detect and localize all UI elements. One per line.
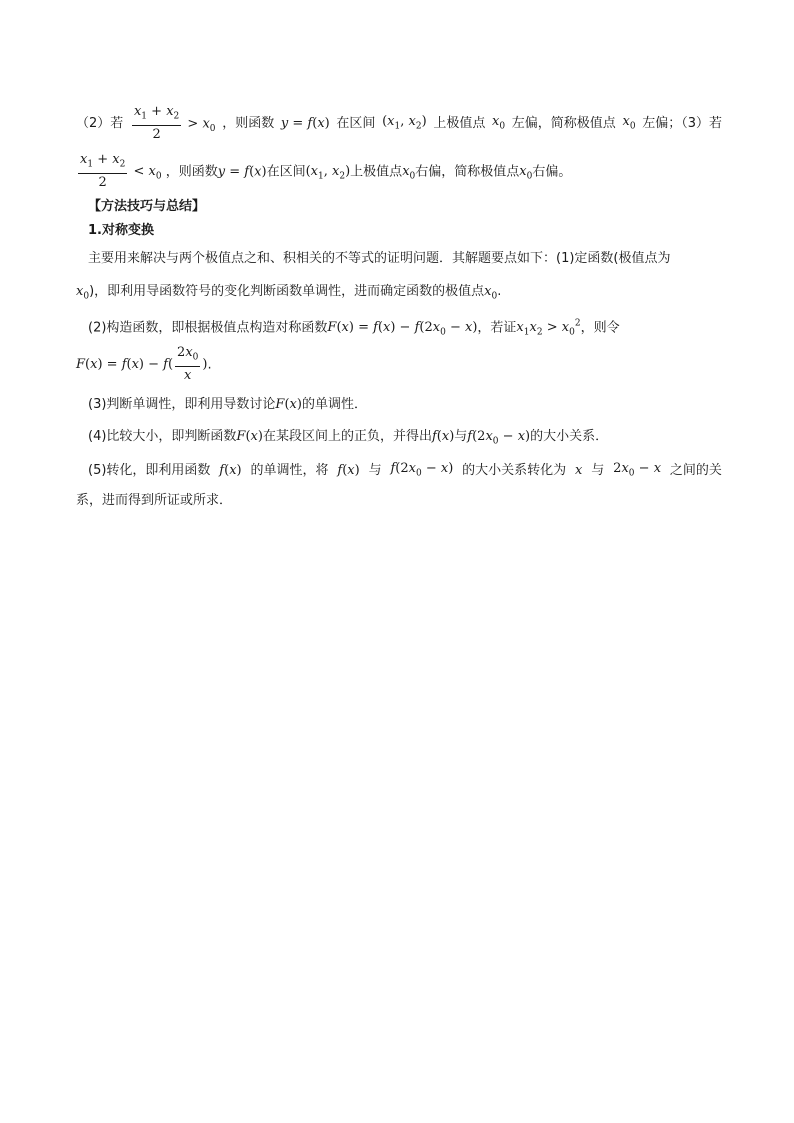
math-function: y = f(x) [217,164,267,180]
text: （2）若 [76,115,124,131]
text: 上极值点 [350,164,403,180]
math-F: F(x) [275,397,302,412]
math-fraction-inequality: $\frac{x_1 + x_2}{2}$ > $x_0$ [133,104,216,142]
text: ，若证 [477,320,517,336]
subsection-heading: 1.对称变换 [88,223,154,238]
math-interval: ($x_1$, $x_2$) [382,113,427,132]
text: 在区间 [336,115,376,131]
math-symmetric-function: $F(x) = f(x) - f(2x_0 - x)$ [327,320,478,338]
section-heading: 【方法技巧与总结】 [88,199,206,214]
text: 与 [591,463,605,479]
paragraph-line-1 [76,104,722,144]
text: . [497,284,502,299]
body-line [88,313,722,344]
body-line [76,345,722,385]
text: ) [89,284,95,299]
body-line: 系，进而得到所证或所求． [76,493,233,508]
text: 右偏。 [532,164,572,180]
math-F: F(x) [236,429,263,444]
text: ，则函数 [222,115,275,131]
math-x0: $x_0$ [492,113,506,132]
text: 与 [454,429,468,444]
text: 的单调性． [301,397,367,412]
text: (5)转化，即利用函数 [88,463,211,479]
body-line [76,281,722,308]
text: 与 [368,463,382,479]
math-reflected-x: $2x_0 - x$ [613,461,662,479]
text: 之间的关 [669,463,722,479]
math-product-inequality: $x_1x_2 > x_0^2$ [516,319,581,338]
text: (3)判断单调性，即利用导数讨论 [88,397,276,412]
text: . [207,357,212,373]
text: ，则令 [580,320,620,336]
text: 左偏；（3）若 [642,115,722,131]
math-f: f(x) [219,463,242,479]
math-f-reflected: $f(2x_0 - x)$ [467,429,531,447]
text: 的大小关系转化为 [462,463,567,479]
math-x0: $x_0$ [519,164,533,182]
text: (4)比较大小，即判断函数 [88,429,237,444]
math-x0: $x_0$ [402,164,416,182]
math-x0: $x_0$ [76,284,90,302]
math-fraction-inequality: $\frac{x_1 + x_2}{2}$ < $x_0$ [80,152,162,190]
text: 的大小关系． [530,429,609,444]
math-x0: $x_0$ [484,284,498,302]
text: (2)构造函数，即根据极值点构造对称函数 [88,320,328,336]
text: 在某段区间上的正负，并得出 [262,429,432,444]
math-x: x [575,463,583,479]
text: 在区间 [266,164,306,180]
math-function: y = f(x) [280,115,330,131]
math-f: f(x) [337,463,360,479]
text: 上极值点 [433,115,486,131]
math-interval: ($x_1$, $x_2$) [305,164,351,182]
text: ，即利用导函数符号的变化判断函数单调性，进而确定函数的极值点 [94,284,485,299]
math-x0: $x_0$ [622,113,636,132]
body-line [88,458,722,485]
text: ，则函数 [165,164,218,180]
math-f-reflected: $f(2x_0 - x)$ [390,461,454,479]
paragraph-line-2 [76,152,722,192]
body-line [88,426,722,453]
body-line: 主要用来解决与两个极值点之和、积相关的不等式的证明问题．其解题要点如下：(1)定函数(极值点为 [88,251,671,266]
text: 右偏，简称极值点 [415,164,520,180]
math-f: f(x) [431,429,455,444]
body-line [88,394,722,416]
text: 左偏，简称极值点 [511,115,616,131]
text: 的单调性，将 [250,463,329,479]
math-symmetric-function-product: F(x) = f(x) − f( $\frac{2x_0}{x}$ ) [76,345,208,383]
